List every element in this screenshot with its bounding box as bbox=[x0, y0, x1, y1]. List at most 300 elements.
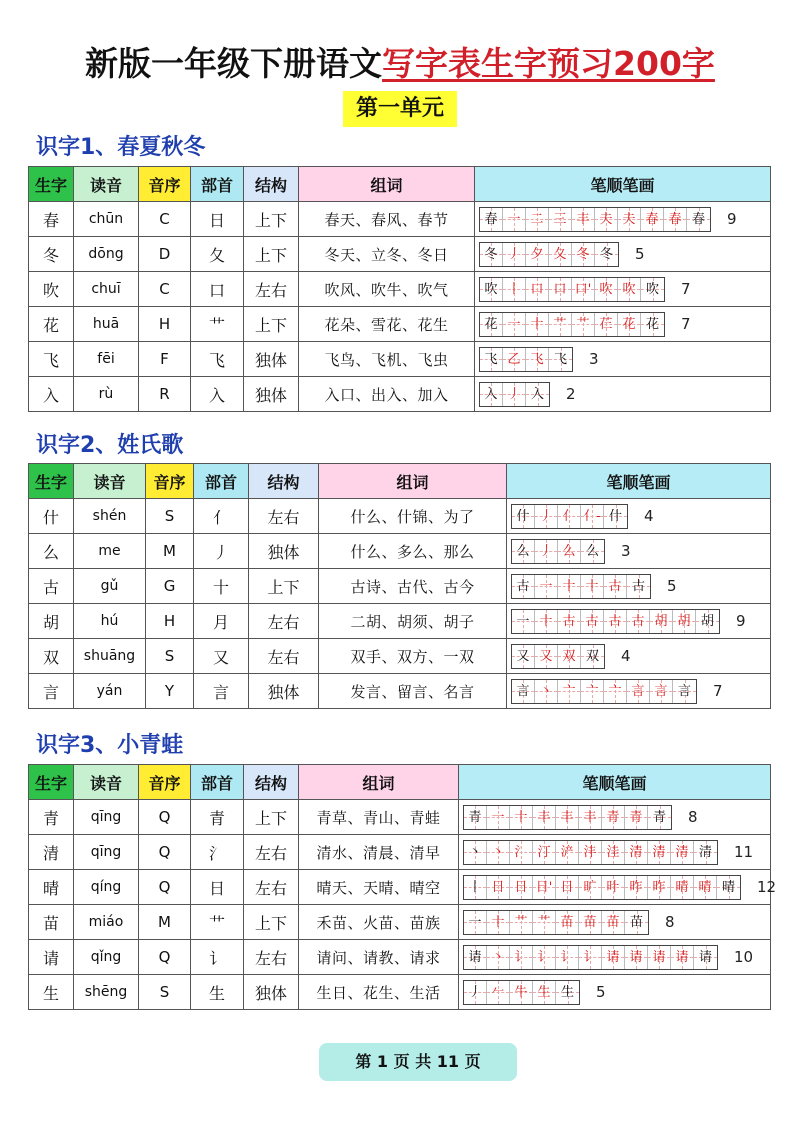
stroke-count: 7 bbox=[681, 280, 691, 298]
stroke-order-cell bbox=[475, 202, 771, 237]
stroke-grid bbox=[463, 840, 718, 865]
stroke-step bbox=[579, 841, 602, 864]
stroke-step bbox=[579, 806, 602, 829]
yinxu-cell: H bbox=[139, 307, 191, 342]
table-row bbox=[29, 674, 771, 709]
stroke-order-cell bbox=[507, 499, 771, 534]
stroke-glyph: 请 bbox=[698, 949, 712, 965]
char-cell: 苗 bbox=[29, 905, 74, 940]
stroke-glyph: 洼 bbox=[606, 844, 620, 860]
stroke-glyph: 夕 bbox=[530, 246, 544, 262]
stroke-count: 4 bbox=[621, 647, 631, 665]
stroke-step bbox=[648, 876, 671, 899]
bushou-cell: 飞 bbox=[191, 342, 244, 377]
stroke-step bbox=[572, 243, 595, 266]
stroke-grid bbox=[479, 347, 573, 372]
stroke-glyph: 丿 bbox=[468, 984, 482, 1000]
stroke-glyph: 一 bbox=[516, 613, 530, 629]
yinxu-cell: Q bbox=[139, 870, 191, 905]
stroke-glyph: 丨 bbox=[468, 879, 482, 895]
stroke-glyph: 苗 bbox=[560, 914, 574, 930]
yinxu-cell: D bbox=[139, 237, 191, 272]
zuci-cell: 二胡、胡须、胡子 bbox=[319, 604, 507, 639]
stroke-count: 3 bbox=[589, 350, 599, 368]
stroke-count: 7 bbox=[713, 682, 723, 700]
zuci-cell: 禾苗、火苗、苗族 bbox=[299, 905, 459, 940]
jiegou-cell: 左右 bbox=[249, 604, 319, 639]
stroke-step bbox=[503, 348, 526, 371]
stroke-step bbox=[581, 505, 604, 528]
stroke-glyph: 吹 bbox=[622, 281, 636, 297]
stroke-step bbox=[510, 911, 533, 934]
bushou-cell: 口 bbox=[191, 272, 244, 307]
stroke-glyph: 么 bbox=[585, 543, 599, 559]
stroke-glyph: 古 bbox=[585, 613, 599, 629]
stroke-grid bbox=[511, 539, 605, 564]
stroke-step bbox=[581, 680, 604, 703]
stroke-glyph: 冬 bbox=[576, 246, 590, 262]
column-header-pinyin: 读音 bbox=[74, 765, 139, 800]
bushou-cell: 艹 bbox=[191, 905, 244, 940]
stroke-count: 9 bbox=[736, 612, 746, 630]
stroke-step bbox=[618, 278, 641, 301]
stroke-order-cell bbox=[507, 604, 771, 639]
char-cell: 么 bbox=[29, 534, 74, 569]
yinxu-cell: S bbox=[146, 499, 194, 534]
char-cell: 青 bbox=[29, 800, 74, 835]
table-header-row bbox=[29, 167, 771, 202]
stroke-step bbox=[627, 680, 650, 703]
stroke-glyph: 生 bbox=[560, 984, 574, 1000]
table-row bbox=[29, 870, 771, 905]
stroke-glyph: 晴 bbox=[698, 879, 712, 895]
pinyin-cell: shuāng bbox=[74, 639, 146, 674]
bushou-cell: 讠 bbox=[191, 940, 244, 975]
bushou-cell: 丿 bbox=[194, 534, 249, 569]
stroke-step bbox=[581, 610, 604, 633]
bushou-cell: 又 bbox=[194, 639, 249, 674]
stroke-glyph: 一 bbox=[507, 316, 521, 332]
stroke-glyph: 请 bbox=[652, 949, 666, 965]
column-header-jiegou: 结构 bbox=[249, 464, 319, 499]
stroke-step bbox=[627, 610, 650, 633]
stroke-glyph: 丶 bbox=[491, 844, 505, 860]
yinxu-cell: S bbox=[139, 975, 191, 1010]
stroke-step bbox=[671, 841, 694, 864]
stroke-step bbox=[503, 243, 526, 266]
stroke-step bbox=[625, 946, 648, 969]
unit-badge: 第一单元 bbox=[343, 91, 457, 127]
page-title bbox=[0, 38, 800, 88]
stroke-glyph: 丰 bbox=[560, 809, 574, 825]
stroke-step bbox=[581, 645, 604, 668]
stroke-glyph: 丿 bbox=[507, 386, 521, 402]
stroke-count: 10 bbox=[734, 948, 754, 966]
stroke-grid bbox=[511, 609, 720, 634]
yinxu-cell: Q bbox=[139, 940, 191, 975]
column-header-bushou: 部首 bbox=[194, 464, 249, 499]
stroke-step bbox=[512, 645, 535, 668]
yinxu-cell: M bbox=[146, 534, 194, 569]
stroke-step bbox=[604, 575, 627, 598]
stroke-glyph: 夫 bbox=[599, 211, 613, 227]
stroke-step bbox=[510, 946, 533, 969]
stroke-grid bbox=[463, 805, 672, 830]
stroke-step bbox=[533, 911, 556, 934]
stroke-step bbox=[581, 540, 604, 563]
bushou-cell: 月 bbox=[194, 604, 249, 639]
stroke-step bbox=[533, 841, 556, 864]
pinyin-cell: qǐng bbox=[74, 940, 139, 975]
zuci-cell: 请问、请教、请求 bbox=[299, 940, 459, 975]
zuci-cell: 什么、多么、那么 bbox=[319, 534, 507, 569]
bushou-cell: 十 bbox=[194, 569, 249, 604]
pinyin-cell: hú bbox=[74, 604, 146, 639]
stroke-glyph: 什 bbox=[608, 508, 622, 524]
stroke-step bbox=[579, 876, 602, 899]
stroke-grid bbox=[511, 574, 651, 599]
jiegou-cell: 左右 bbox=[249, 639, 319, 674]
stroke-step bbox=[480, 383, 503, 406]
stroke-step bbox=[556, 806, 579, 829]
stroke-step bbox=[595, 278, 618, 301]
stroke-glyph: 二 bbox=[530, 211, 544, 227]
zuci-cell: 飞鸟、飞机、飞虫 bbox=[299, 342, 475, 377]
stroke-glyph: 春 bbox=[645, 211, 659, 227]
column-header-xu: 音序 bbox=[146, 464, 194, 499]
stroke-step bbox=[464, 946, 487, 969]
stroke-step bbox=[556, 981, 579, 1004]
page-footer: 第 1 页 共 11 页 bbox=[319, 1043, 517, 1081]
stroke-step bbox=[650, 610, 673, 633]
stroke-glyph: 昨 bbox=[629, 879, 643, 895]
stroke-glyph: 十 bbox=[491, 914, 505, 930]
stroke-step bbox=[549, 348, 572, 371]
stroke-glyph: 古 bbox=[562, 613, 576, 629]
stroke-glyph: 亻 bbox=[562, 508, 576, 524]
stroke-glyph: 青 bbox=[468, 809, 482, 825]
stroke-step bbox=[535, 610, 558, 633]
jiegou-cell: 左右 bbox=[249, 499, 319, 534]
stroke-step bbox=[487, 876, 510, 899]
jiegou-cell: 左右 bbox=[244, 272, 299, 307]
column-header-pinyin: 读音 bbox=[74, 167, 139, 202]
stroke-step bbox=[671, 946, 694, 969]
column-header-zuci: 组词 bbox=[299, 765, 459, 800]
stroke-step bbox=[512, 610, 535, 633]
stroke-glyph: 一 bbox=[491, 809, 505, 825]
bushou-cell: 青 bbox=[191, 800, 244, 835]
stroke-step bbox=[696, 610, 719, 633]
table-header-row bbox=[29, 464, 771, 499]
stroke-order-cell bbox=[459, 835, 771, 870]
stroke-glyph: 入 bbox=[530, 386, 544, 402]
stroke-glyph: 讠 bbox=[514, 949, 528, 965]
section-heading: 识字3、小青蛙 bbox=[36, 733, 184, 758]
stroke-step bbox=[533, 946, 556, 969]
char-cell: 入 bbox=[29, 377, 74, 412]
stroke-glyph: 晴 bbox=[675, 879, 689, 895]
stroke-glyph: 亠 bbox=[562, 683, 576, 699]
pinyin-cell: rù bbox=[74, 377, 139, 412]
jiegou-cell: 上下 bbox=[244, 237, 299, 272]
stroke-step bbox=[572, 313, 595, 336]
table-row bbox=[29, 835, 771, 870]
stroke-step bbox=[526, 313, 549, 336]
stroke-glyph: 口 bbox=[553, 281, 567, 297]
stroke-order-cell bbox=[475, 237, 771, 272]
column-header-xu: 音序 bbox=[139, 167, 191, 202]
stroke-count: 4 bbox=[644, 507, 654, 525]
stroke-order-cell bbox=[507, 674, 771, 709]
pinyin-cell: qīng bbox=[74, 800, 139, 835]
stroke-step bbox=[595, 208, 618, 231]
table-row bbox=[29, 307, 771, 342]
stroke-step bbox=[503, 313, 526, 336]
yinxu-cell: Q bbox=[139, 800, 191, 835]
stroke-step bbox=[535, 505, 558, 528]
stroke-order-cell bbox=[459, 905, 771, 940]
jiegou-cell: 独体 bbox=[244, 377, 299, 412]
stroke-step bbox=[625, 876, 648, 899]
stroke-glyph: 胡 bbox=[677, 613, 691, 629]
stroke-step bbox=[535, 645, 558, 668]
stroke-glyph: 旷 bbox=[583, 879, 597, 895]
zuci-cell: 清水、清晨、清早 bbox=[299, 835, 459, 870]
stroke-step bbox=[556, 876, 579, 899]
stroke-glyph: 又 bbox=[539, 648, 553, 664]
stroke-glyph: 晴 bbox=[721, 879, 735, 895]
stroke-order-cell bbox=[507, 639, 771, 674]
char-cell: 吹 bbox=[29, 272, 74, 307]
stroke-step bbox=[687, 208, 710, 231]
table-row bbox=[29, 377, 771, 412]
table-row bbox=[29, 975, 771, 1010]
pinyin-cell: yán bbox=[74, 674, 146, 709]
stroke-grid bbox=[479, 382, 550, 407]
table-row bbox=[29, 202, 771, 237]
table-row bbox=[29, 342, 771, 377]
stroke-order-cell bbox=[459, 870, 777, 905]
stroke-glyph: 清 bbox=[652, 844, 666, 860]
stroke-step bbox=[533, 981, 556, 1004]
stroke-step bbox=[503, 208, 526, 231]
stroke-glyph: 古 bbox=[608, 578, 622, 594]
stroke-glyph: 花 bbox=[645, 316, 659, 332]
stroke-glyph: 生 bbox=[537, 984, 551, 1000]
stroke-glyph: 丰 bbox=[576, 211, 590, 227]
stroke-glyph: 氵 bbox=[514, 844, 528, 860]
table-row bbox=[29, 800, 771, 835]
stroke-step bbox=[510, 981, 533, 1004]
stroke-glyph: 口 bbox=[530, 281, 544, 297]
stroke-step bbox=[526, 278, 549, 301]
stroke-glyph: 入 bbox=[484, 386, 498, 402]
stroke-step bbox=[602, 946, 625, 969]
stroke-glyph: 十 bbox=[530, 316, 544, 332]
stroke-step bbox=[503, 278, 526, 301]
stroke-glyph: 飞 bbox=[553, 351, 567, 367]
zuci-cell: 冬天、立冬、冬日 bbox=[299, 237, 475, 272]
stroke-grid bbox=[511, 679, 697, 704]
stroke-glyph: 花 bbox=[484, 316, 498, 332]
stroke-glyph: 沣 bbox=[583, 844, 597, 860]
stroke-step bbox=[558, 575, 581, 598]
stroke-glyph: 丿 bbox=[507, 246, 521, 262]
yinxu-cell: C bbox=[139, 202, 191, 237]
stroke-grid bbox=[479, 207, 711, 232]
stroke-glyph: 吹 bbox=[484, 281, 498, 297]
yinxu-cell: R bbox=[139, 377, 191, 412]
stroke-count: 7 bbox=[681, 315, 691, 333]
stroke-step bbox=[604, 680, 627, 703]
column-header-jiegou: 结构 bbox=[244, 765, 299, 800]
stroke-glyph: 请 bbox=[629, 949, 643, 965]
stroke-glyph: 牛 bbox=[514, 984, 528, 1000]
stroke-glyph: 夂 bbox=[553, 246, 567, 262]
stroke-step bbox=[549, 278, 572, 301]
stroke-step bbox=[602, 806, 625, 829]
stroke-glyph: 古 bbox=[608, 613, 622, 629]
stroke-grid bbox=[463, 875, 741, 900]
column-header-char: 生字 bbox=[29, 464, 74, 499]
stroke-count: 11 bbox=[734, 843, 754, 861]
char-cell: 冬 bbox=[29, 237, 74, 272]
stroke-step bbox=[526, 383, 549, 406]
stroke-glyph: 双 bbox=[585, 648, 599, 664]
table-row bbox=[29, 940, 771, 975]
stroke-glyph: 日 bbox=[491, 879, 505, 895]
stroke-step bbox=[549, 208, 572, 231]
stroke-glyph: 三 bbox=[553, 211, 567, 227]
zuci-cell: 吹风、吹牛、吹气 bbox=[299, 272, 475, 307]
bushou-cell: 氵 bbox=[191, 835, 244, 870]
stroke-glyph: 十 bbox=[539, 613, 553, 629]
stroke-step bbox=[510, 806, 533, 829]
stroke-step bbox=[673, 680, 696, 703]
pinyin-cell: dōng bbox=[74, 237, 139, 272]
stroke-order-cell bbox=[507, 534, 771, 569]
bushou-cell: 日 bbox=[191, 870, 244, 905]
stroke-step bbox=[556, 841, 579, 864]
stroke-step bbox=[648, 841, 671, 864]
jiegou-cell: 上下 bbox=[244, 905, 299, 940]
stroke-step bbox=[648, 806, 671, 829]
stroke-step bbox=[487, 806, 510, 829]
pinyin-cell: qíng bbox=[74, 870, 139, 905]
stroke-glyph: 丶 bbox=[468, 844, 482, 860]
stroke-glyph: 什 bbox=[516, 508, 530, 524]
stroke-step bbox=[694, 946, 717, 969]
stroke-glyph: 苗 bbox=[606, 914, 620, 930]
stroke-glyph: 丶 bbox=[539, 683, 553, 699]
stroke-glyph: 艹 bbox=[576, 316, 590, 332]
column-header-bushou: 部首 bbox=[191, 167, 244, 202]
title-accent: 写字表生字预习200字 bbox=[382, 44, 715, 83]
stroke-glyph: 苗 bbox=[583, 914, 597, 930]
stroke-glyph: 讠 bbox=[560, 949, 574, 965]
stroke-step bbox=[549, 243, 572, 266]
zuci-cell: 入口、出入、加入 bbox=[299, 377, 475, 412]
stroke-step bbox=[487, 911, 510, 934]
yinxu-cell: F bbox=[139, 342, 191, 377]
stroke-glyph: 又 bbox=[516, 648, 530, 664]
stroke-step bbox=[595, 313, 618, 336]
stroke-glyph: 春 bbox=[691, 211, 705, 227]
stroke-glyph: 苗 bbox=[629, 914, 643, 930]
stroke-step bbox=[648, 946, 671, 969]
bushou-cell: 生 bbox=[191, 975, 244, 1010]
column-header-pinyin: 读音 bbox=[74, 464, 146, 499]
jiegou-cell: 独体 bbox=[244, 342, 299, 377]
stroke-step bbox=[535, 540, 558, 563]
stroke-step bbox=[512, 575, 535, 598]
column-header-char: 生字 bbox=[29, 167, 74, 202]
zuci-cell: 花朵、雪花、花生 bbox=[299, 307, 475, 342]
stroke-count: 8 bbox=[665, 913, 675, 931]
stroke-glyph: 青 bbox=[629, 809, 643, 825]
yinxu-cell: G bbox=[146, 569, 194, 604]
stroke-grid bbox=[479, 312, 665, 337]
stroke-glyph: 飞 bbox=[484, 351, 498, 367]
stroke-glyph: 言 bbox=[677, 683, 691, 699]
stroke-glyph: 一 bbox=[507, 211, 521, 227]
stroke-step bbox=[602, 876, 625, 899]
yinxu-cell: C bbox=[139, 272, 191, 307]
jiegou-cell: 左右 bbox=[244, 940, 299, 975]
stroke-glyph: 日' bbox=[535, 879, 553, 895]
stroke-count: 5 bbox=[667, 577, 677, 595]
stroke-grid bbox=[511, 504, 628, 529]
table-header-row bbox=[29, 765, 771, 800]
bushou-cell: 亻 bbox=[194, 499, 249, 534]
bushou-cell: 言 bbox=[194, 674, 249, 709]
stroke-glyph: 十 bbox=[585, 578, 599, 594]
stroke-glyph: 亠 bbox=[585, 683, 599, 699]
stroke-step bbox=[641, 278, 664, 301]
jiegou-cell: 上下 bbox=[244, 800, 299, 835]
stroke-count: 9 bbox=[727, 210, 737, 228]
char-cell: 生 bbox=[29, 975, 74, 1010]
stroke-step bbox=[512, 540, 535, 563]
zuci-cell: 生日、花生、生活 bbox=[299, 975, 459, 1010]
stroke-step bbox=[602, 841, 625, 864]
stroke-glyph: 昨 bbox=[652, 879, 666, 895]
stroke-count: 2 bbox=[566, 385, 576, 403]
stroke-step bbox=[512, 505, 535, 528]
jiegou-cell: 独体 bbox=[249, 674, 319, 709]
stroke-step bbox=[604, 505, 627, 528]
character-table bbox=[28, 166, 771, 412]
pinyin-cell: chūn bbox=[74, 202, 139, 237]
stroke-glyph: 冬 bbox=[484, 246, 498, 262]
stroke-order-cell bbox=[459, 940, 771, 975]
stroke-glyph: 旪 bbox=[606, 879, 620, 895]
stroke-step bbox=[464, 876, 487, 899]
section-heading: 识字2、姓氏歌 bbox=[36, 433, 184, 458]
stroke-glyph: 吹 bbox=[645, 281, 659, 297]
stroke-glyph: 言 bbox=[631, 683, 645, 699]
stroke-step bbox=[464, 911, 487, 934]
stroke-glyph: 丿 bbox=[539, 508, 553, 524]
stroke-step bbox=[487, 946, 510, 969]
column-header-zuci: 组词 bbox=[319, 464, 507, 499]
stroke-grid bbox=[479, 277, 665, 302]
stroke-glyph: 春 bbox=[668, 211, 682, 227]
stroke-count: 8 bbox=[688, 808, 698, 826]
stroke-grid bbox=[479, 242, 619, 267]
yinxu-cell: Q bbox=[139, 835, 191, 870]
